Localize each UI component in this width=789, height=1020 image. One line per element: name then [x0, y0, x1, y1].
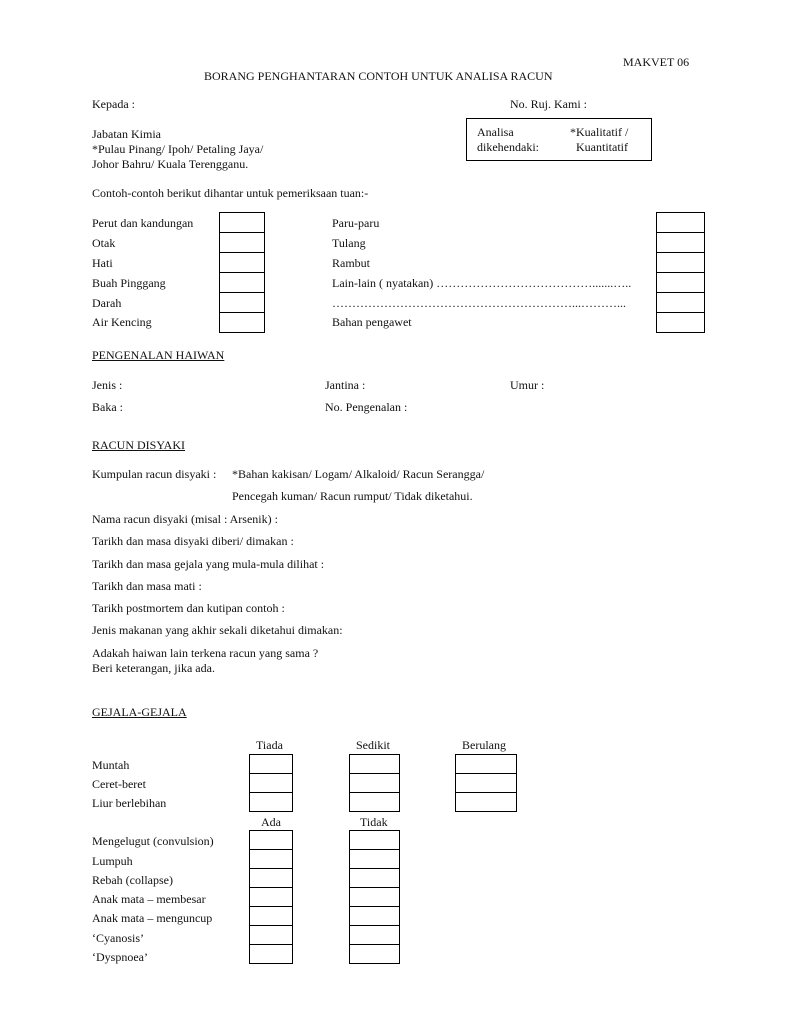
sample-left-checkboxes	[219, 212, 265, 333]
sample-right-checkboxes	[656, 212, 705, 333]
tidak-checkboxes	[349, 830, 400, 964]
other-animals-line-1: Adakah haiwan lain terkena racun yang sama ?	[92, 646, 319, 660]
checkbox[interactable]	[656, 272, 705, 293]
checkbox[interactable]	[656, 212, 705, 233]
symptom-9: ‘Cyanosis’	[92, 931, 144, 945]
analysis-label-2: dikehendaki:	[477, 140, 539, 154]
no-pengenalan-label: No. Pengenalan :	[325, 400, 408, 414]
checkbox[interactable]	[349, 792, 400, 812]
checkbox[interactable]	[219, 312, 265, 333]
column-ada: Ada	[261, 815, 281, 829]
checkbox[interactable]	[656, 232, 705, 253]
checkbox[interactable]	[249, 792, 293, 812]
checkbox[interactable]	[219, 292, 265, 313]
department-line-3: Johor Bahru/ Kuala Terengganu.	[92, 157, 249, 171]
checkbox[interactable]	[249, 849, 293, 869]
sample-right-4: Lain-lain ( nyatakan) ………………………………….......…..	[332, 276, 632, 290]
checkbox[interactable]	[349, 830, 400, 850]
symptom-5: Lumpuh	[92, 854, 133, 868]
checkbox[interactable]	[249, 944, 293, 964]
ada-checkboxes	[249, 830, 293, 964]
checkbox[interactable]	[249, 868, 293, 888]
sample-left-5: Darah	[92, 296, 122, 310]
jantina-label: Jantina :	[325, 378, 366, 392]
sample-left-4: Buah Pinggang	[92, 276, 166, 290]
date-death-label: Tarikh dan masa mati :	[92, 579, 202, 593]
poison-heading: RACUN DISYAKI	[92, 438, 186, 452]
symptoms-heading: GEJALA-GEJALA	[92, 705, 187, 719]
symptom-7: Anak mata – membesar	[92, 892, 206, 906]
checkbox[interactable]	[249, 830, 293, 850]
poison-group-label: Kumpulan racun disyaki :	[92, 467, 217, 481]
jenis-label: Jenis :	[92, 378, 123, 392]
symptom-8: Anak mata – menguncup	[92, 911, 213, 925]
poison-group-options-2: Pencegah kuman/ Racun rumput/ Tidak diketahui.	[232, 489, 473, 503]
checkbox[interactable]	[249, 887, 293, 907]
last-food-label: Jenis makanan yang akhir sekali diketahui dimakan:	[92, 623, 343, 637]
department-line-2: *Pulau Pinang/ Ipoh/ Petaling Jaya/	[92, 142, 264, 156]
checkbox[interactable]	[455, 792, 517, 812]
date-postmortem-label: Tarikh postmortem dan kutipan contoh :	[92, 601, 285, 615]
checkbox[interactable]	[249, 925, 293, 945]
umur-label: Umur :	[510, 378, 545, 392]
checkbox[interactable]	[219, 232, 265, 253]
symptom-2: Ceret-beret	[92, 777, 146, 791]
checkbox[interactable]	[249, 906, 293, 926]
symptom-3: Liur berlebihan	[92, 796, 167, 810]
checkbox[interactable]	[219, 212, 265, 233]
analysis-option-1: *Kualitatif /	[570, 125, 629, 139]
checkbox[interactable]	[249, 754, 293, 774]
checkbox[interactable]	[656, 292, 705, 313]
column-tiada: Tiada	[256, 738, 283, 752]
to-label: Kepada :	[92, 97, 135, 111]
analysis-label-1: Analisa	[477, 125, 514, 139]
column-berulang: Berulang	[462, 738, 506, 752]
sample-right-5: ……………………………………………………...………...	[332, 296, 626, 310]
berulang-checkboxes	[455, 754, 517, 812]
checkbox[interactable]	[219, 272, 265, 293]
other-animals-line-2: Beri keterangan, jika ada.	[92, 661, 215, 675]
sample-left-1: Perut dan kandungan	[92, 216, 194, 230]
symptom-4: Mengelugut (convulsion)	[92, 834, 214, 848]
sample-left-3: Hati	[92, 256, 113, 270]
checkbox[interactable]	[349, 868, 400, 888]
samples-intro: Contoh-contoh berikut dihantar untuk pemeriksaan tuan:-	[92, 186, 369, 200]
checkbox[interactable]	[349, 887, 400, 907]
checkbox[interactable]	[656, 312, 705, 333]
form-title: BORANG PENGHANTARAN CONTOH UNTUK ANALISA RACUN	[204, 69, 553, 83]
symptom-1: Muntah	[92, 758, 130, 772]
tiada-checkboxes	[249, 754, 293, 812]
checkbox[interactable]	[349, 906, 400, 926]
column-sedikit: Sedikit	[356, 738, 391, 752]
animal-heading: PENGENALAN HAIWAN	[92, 348, 225, 362]
sample-right-3: Rambut	[332, 256, 370, 270]
sample-right-2: Tulang	[332, 236, 366, 250]
checkbox[interactable]	[349, 754, 400, 774]
column-tidak: Tidak	[360, 815, 388, 829]
checkbox[interactable]	[219, 252, 265, 273]
department-line-1: Jabatan Kimia	[92, 127, 161, 141]
checkbox[interactable]	[349, 773, 400, 793]
checkbox[interactable]	[455, 754, 517, 774]
checkbox[interactable]	[249, 773, 293, 793]
symptom-6: Rebah (collapse)	[92, 873, 173, 887]
sedikit-checkboxes	[349, 754, 400, 812]
sample-left-2: Otak	[92, 236, 116, 250]
checkbox[interactable]	[349, 925, 400, 945]
date-given-label: Tarikh dan masa disyaki diberi/ dimakan :	[92, 534, 294, 548]
baka-label: Baka :	[92, 400, 123, 414]
sample-left-6: Air Kencing	[92, 315, 152, 329]
checkbox[interactable]	[455, 773, 517, 793]
poison-name-label: Nama racun disyaki (misal : Arsenik) :	[92, 512, 278, 526]
checkbox[interactable]	[656, 252, 705, 273]
date-symptom-label: Tarikh dan masa gejala yang mula-mula dilihat :	[92, 557, 325, 571]
reference-label: No. Ruj. Kami :	[510, 97, 587, 111]
analysis-option-2: Kuantitatif	[576, 140, 628, 154]
symptom-10: ‘Dyspnoea’	[92, 950, 148, 964]
poison-group-options-1: *Bahan kakisan/ Logam/ Alkaloid/ Racun Serangga/	[232, 467, 485, 481]
sample-right-6: Bahan pengawet	[332, 315, 412, 329]
checkbox[interactable]	[349, 849, 400, 869]
form-code: MAKVET 06	[623, 55, 690, 69]
checkbox[interactable]	[349, 944, 400, 964]
sample-right-1: Paru-paru	[332, 216, 380, 230]
